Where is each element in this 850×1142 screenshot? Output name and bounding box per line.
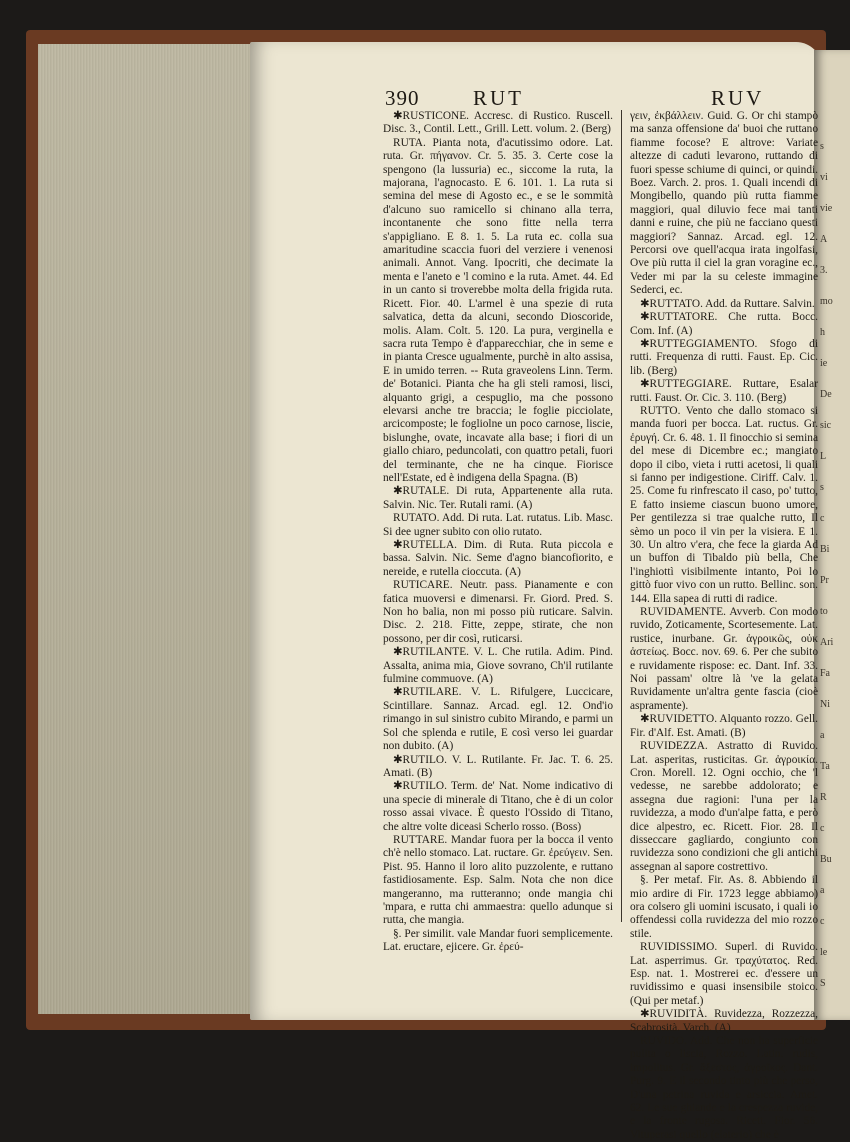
entry-rutale: ✱RUTALE. Di ruta, Appartenente alla ruta. Salvin. Nic. Ter. Rutali rami. (A) bbox=[383, 485, 613, 511]
next-page-fragment-line: c bbox=[820, 916, 825, 927]
next-page-fragment-line: 3. bbox=[820, 265, 828, 276]
entry-ruvidezza: RUVIDEZZA. Astratto di Ruvido. Lat. asperitas, rusticitas. Gr. ἀγροικία. Cron. Morell. 12. Ogni occhio, che 'l vedesse, ne sarebbe addolorato; e assegna due ragioni: l'una per la ruvidezza, a modo d'un'alpe fatta, e però dice alpestro, ec. Ricett. Fior. 28. Il disseccare gagliardo, congiunto con ruvidezza sono condizioni che gli antichi assegnan al sapore costrettivo. bbox=[630, 740, 818, 873]
entry-rutella: ✱RUTELLA. Dim. di Ruta. Ruta piccola e bassa. Salvin. Nic. Seme d'agno biancofiorito, e nereide, e rutella cioccuta. (A) bbox=[383, 539, 613, 578]
entry-rutilare: ✱RUTILARE. V. L. Rifulgere, Luccicare, Scintillare. Sannaz. Arcad. egl. 12. Ond'io rimango in sul sinistro cubito Mirando, e parmi un Sol che splenda e rutile, E così verso lei guardar non dubito. (A) bbox=[383, 686, 613, 753]
next-page-fragment-line: c bbox=[820, 823, 825, 834]
next-page-fragment-line: L bbox=[820, 451, 827, 462]
next-page-fragment-line: S bbox=[820, 978, 826, 989]
next-page-fragment-line: ie bbox=[820, 358, 828, 369]
entry-ruvidetto: ✱RUVIDETTO. Alquanto rozzo. Gell. Fir. d'Alf. Est. Amati. (B) bbox=[630, 713, 818, 739]
next-page-fragment-line: sic bbox=[820, 420, 832, 431]
next-page-fragment-line: to bbox=[820, 606, 828, 617]
entry-rutteggiamento: ✱RUTTEGGIAMENTO. Sfogo di rutti. Frequenza di rutti. Faust. Ep. Cic. lib. (Berg) bbox=[630, 337, 818, 377]
column-divider bbox=[621, 110, 622, 922]
entry-ruttato: ✱RUTTATO. Add. da Ruttare. Salvin. bbox=[640, 297, 815, 310]
next-page-fragment-line: s bbox=[820, 141, 824, 152]
header-right-guide: RUV bbox=[711, 86, 765, 110]
next-page-fragment-line: Ni bbox=[820, 699, 830, 710]
next-page-fragment-line: a bbox=[820, 885, 825, 896]
entry-ruttare: RUTTARE. Mandar fuora per la bocca il vento ch'è nello stomaco. Lat. ructare. Gr. ἐρεύγειν. Sen. Pist. 95. Hanno il loro alito puzzolente, e ruttano fastidiosamente. Esp. Salm. Nota che non dice mangeranno, ma rutteranno; onde mangia chi 'mpara, e rutta chi ammaestra: quello adunque si rutta, che mangia. bbox=[383, 833, 613, 927]
entry-ruttare-cont: γειν, ἐκβάλλειν. Guid. G. Or chi stampò ma sanza offensione da' buoi che ruttano fiamme focose? E altrove: Variate altezze di caduti levarono, ruttando di fuori spesse schiume di quinci, or quindi. Boez. Varch. 2. pros. 1. Quali incendi di Mongibello, quando più rutta fiamme maggiori, qual diluvio fece mai tanti danni e ruine, che più ne facciano questi maggiori? Sannaz. Arcad. egl. 12. Percorsi ove quell'acqua irata ingolfasi, Ove più rutta il ciel la gran voragine ec., Veder mi par la su celeste immagine Sederci, ec. bbox=[630, 110, 818, 297]
entry-rutilo-2: ✱RUTILO. Term. de' Nat. Nome indicativo di una specie di minerale di Titano, che è di un color rosso assai vivace. È questo l'Ossido di Titano, che altre volte diceasi Scherlo rosso. (Boss) bbox=[383, 780, 613, 833]
next-page-fragment-line: a bbox=[820, 730, 825, 741]
entry-ruta: RUTA. Pianta nota, d'acutissimo odore. Lat. ruta. Gr. πήγανον. Cr. 5. 35. 3. Certe cose la spengono (la lussuria) ec., siccome la ruta, la majorana, l'agnocasto. E 6. 101. 1. La ruta si semina del mese di Agosto ec., e se le sommità d'alcuno suo ramicello si chinano alla terra, incontanente che sono fitte nella terra s'appigliano. E 8. 1. 5. La ruta ec. colla sua amaritudine scaccia fuori del verziere i venenosi animali. Annot. Vang. Ipocriti, che decimate la menta e l'aneto e 'l comino e la ruta. Amet. 44. Ed in un canto si troverebbe molta della frigida ruta. Ricett. Fior. 40. L'armel è una spezie di ruta salvatica, detta da alcuni, secondo Dioscoride, molis. Alam. Colt. 5. 120. La pura, verginella e sacra ruta Tempo è d'apparecchiar, che in seme e in pianta Cresce ugualmente, purchè in alto assisa, E in umido terren. -- Ruta graveolens Linn. Term. de' Botanici. Pianta che ha gli steli ramosi, lisci, alquanto grigi, a cespuglio, ma che possono elevarsi anche tre braccia; le foglie picciolate, arcicomposte; le fogliolne un poco carnose, liscie, bislunghe, ovate, incavate alla base; i fiori di un giallo chiaro, peduncolati, con quattro petali, fuori del terminante, che ne ha cinque. Fiorisce nell'Estate, ed è indigena della Spagna. (B) bbox=[383, 136, 613, 484]
entry-ruticare: RUTICARE. Neutr. pass. Pianamente e con fatica muoversi e dimenarsi. Fr. Giord. Pred. S. Non ho balia, non mi posso più ruticare. Salvin. Disc. 2. 218. Fitte, zeppe, stirate, che non possono, per dir così, ruticarsi. bbox=[383, 579, 613, 645]
page-number: 390 bbox=[385, 86, 420, 110]
next-page-fragment-line: A bbox=[820, 234, 828, 245]
next-page-fragment-line: De bbox=[820, 389, 832, 400]
next-page-fragment-line: s bbox=[820, 482, 824, 493]
entry-ruvidezza-metaph: §. Per metaf. Fir. As. 8. Abbiendo il mio ardire di Fir. 1723 legge abbiamo) ora colsero gli uomini iscusato, i quali io offendessi colla ruvidezza del mio rozzo stile. bbox=[630, 874, 818, 940]
entry-ruttatore: ✱RUTTATORE. Che rutta. Bocc. Com. Inf. (A) bbox=[630, 311, 818, 337]
entry-rutteggiare: ✱RUTTEGGIARE. Ruttare, Esalar rutti. Faust. Or. Cic. 3. 110. (Berg) bbox=[630, 378, 818, 404]
entry-ruvidissimo: RUVIDISSIMO. Superl. di Ruvido. Lat. asperrimus. Gr. τραχύτατος. Red. Esp. nat. 1. Mostrerei ec. d'essere un ruvidissimo e quasi insensibile stoico. (Qui per metaf.) bbox=[630, 941, 818, 1007]
next-page-fragment-line: Bu bbox=[820, 854, 832, 865]
page-edges bbox=[38, 44, 260, 1014]
next-page-fragment-line: vi bbox=[820, 172, 828, 183]
next-page-fragment-line: vie bbox=[820, 203, 833, 214]
next-page-fragment-line: Bi bbox=[820, 544, 830, 555]
next-page-fragment-line: Pr bbox=[820, 575, 829, 586]
left-column bbox=[383, 110, 613, 955]
entry-rutto: RUTTO. Vento che dallo stomaco si manda fuori per bocca. Lat. ructus. Gr. ἐρυγή. Cr. 6. 48. 1. Il finocchio si semina del mese di Dicembre ec.; mangiato dopo il cibo, vieta i rutti acetosi, li quali si fanno per indigestione. Ciriff. Calv. 1. 25. Come fu rinfrescato il caso, po' tutto, E fatto insieme ciascun buono umore, Per gentilezza si trae qualche rutto, Il sèmo un poco il vin per la visiera. E 1. 30. Un altro v'era, che fece la giarda Ad un buffon di Tibaldo più bella, Che l'inghiottì visibilmente intanto, Poi lo gittò fuor vivo con un rutto. Bellinc. son. 144. Ella sapea di rutti di radice. bbox=[630, 404, 818, 605]
page-header bbox=[385, 86, 825, 112]
next-page-fragment-line: Fa bbox=[820, 668, 830, 679]
entry-ruttare-metaph: §. Per similit. vale Mandar fuori semplicemente. Lat. eructare, ejicere. Gr. ἐρεύ- bbox=[383, 927, 613, 954]
next-page-fragment-line: mo bbox=[820, 296, 833, 307]
next-page-fragment-line: c bbox=[820, 513, 825, 524]
next-page-fragment-line: Ari bbox=[820, 637, 834, 648]
next-page-fragment-line: le bbox=[820, 947, 828, 958]
header-left-guide: RUT bbox=[473, 86, 524, 110]
entry-rutato: RUTATO. Add. Di ruta. Lat. rutatus. Lib. Masc. Si dee ugner subito con olio rutato. bbox=[383, 512, 613, 538]
entry-ruvidamente: RUVIDAMENTE. Avverb. Con modo ruvido, Zoticamente, Scortesemente. Lat. rustice, inurbane. Gr. ἀγροικῶς, οὐκ ἀστείως. Bocc. nov. 69. 6. Per che subito e ruvidamente rispose: ec. Dant. Inf. 33. Noi passam' oltre là 've la gelata Ruvidamente un'altra gente fascia (cioè aspramente). bbox=[630, 606, 818, 712]
entry-ruvidita: ✱RUVIDITÀ. Ruvidezza, Rozzezza, Scabrosità. Varch. (A) bbox=[630, 1008, 818, 1034]
entry-rutilante: ✱RUTILANTE. V. L. Che rutila. Adim. Pind. Assalta, anima mia, Giove sovrano, Ch'il rutilante fulmine commuove. (A) bbox=[383, 646, 613, 686]
entry-ruvido: RUVIDO. Add. Che non ha superficie pulita o liscia, Rozzo. Latin. rudis, impolitus. Gr. ἄξεστος, ἀγροῖκος. Dant. Purg. 9. E il secondo tinto più che perso, D'una petrina ruvida e arsiccia. Amet. 62. Le sue ghiande e la crespezza ruvide, e la fronte rugosa. Ricett. Fior. 56. Vituperasi quello (elaterio) che è bbox=[630, 1035, 818, 1141]
right-column bbox=[630, 110, 818, 1141]
next-page-fragment-line: h bbox=[820, 327, 825, 338]
next-page-fragment bbox=[814, 50, 850, 1020]
next-page-fragment-line: Ta bbox=[820, 761, 830, 772]
entry-rusticone: ✱RUSTICONE. Accresc. di Rustico. Ruscell. Disc. 3., Contil. Lett., Grill. Lett. volum. 2. (Berg) bbox=[383, 110, 613, 136]
next-page-fragment-line: R bbox=[820, 792, 827, 803]
entry-rutilo-1: ✱RUTILO. V. L. Rutilante. Fr. Jac. T. 6. 25. Amati. (B) bbox=[383, 753, 613, 779]
